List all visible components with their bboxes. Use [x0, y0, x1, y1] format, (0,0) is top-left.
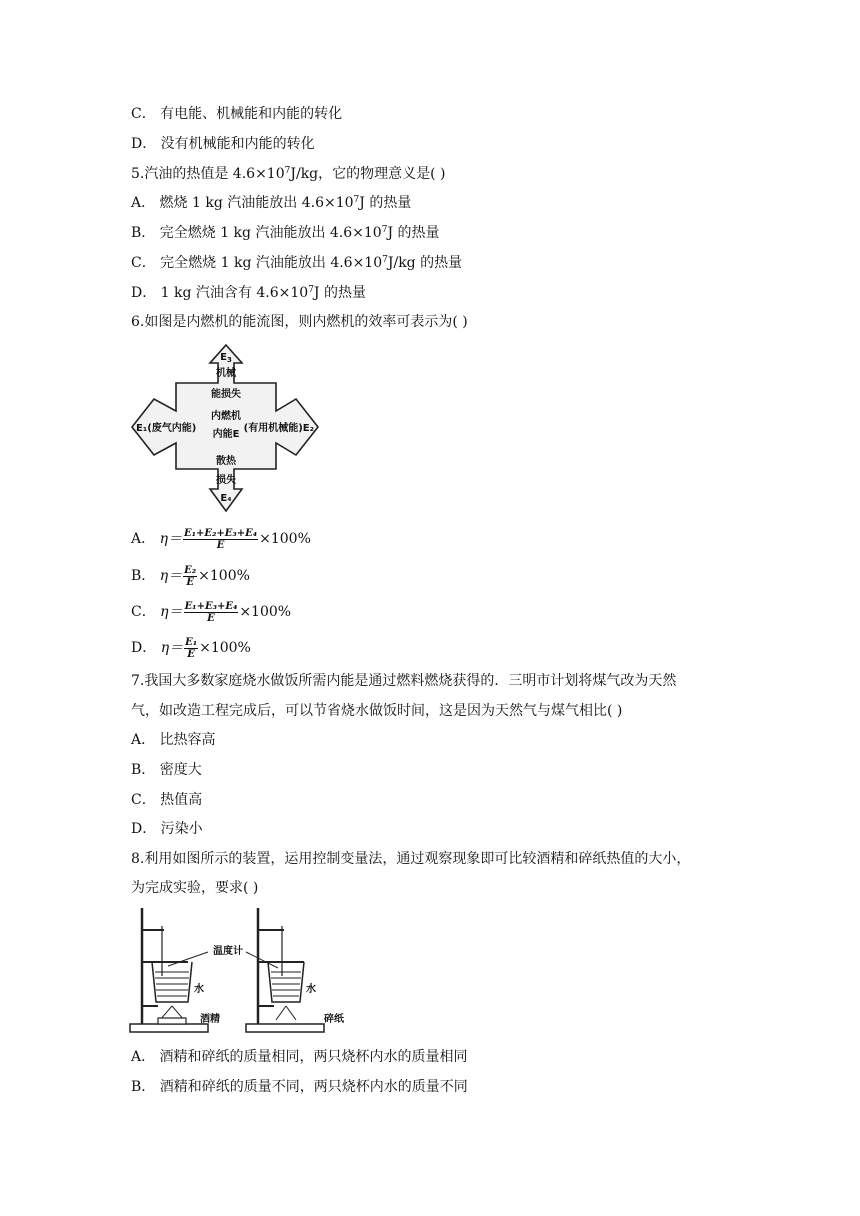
- q7-option-c: C． 热值高: [131, 792, 203, 808]
- q8-option-a: A． 酒精和碎纸的质量相同，两只烧杯内水的质量相同: [131, 1049, 468, 1065]
- q8-stem-line1: 8.利用如图所示的装置，运用控制变量法，通过观察现象即可比较酒精和碎纸热值的大小，: [131, 851, 691, 867]
- q4-option-c: C． 有电能、机械能和内能的转化: [131, 106, 343, 122]
- q6-option-d: D． η＝ $\frac{\text{E₁}}{E}$ ×100%: [131, 636, 251, 660]
- svg-text:E3: $E_3$: [220, 352, 232, 364]
- bottom-e: E₄: [220, 493, 232, 504]
- q8-stem-line2: 为完成实验，要求( ): [131, 880, 259, 896]
- q5-stem: 5.汽油的热值是 $4.6\times 10^7J/kg$，它的物理意义是( ): [131, 166, 446, 182]
- apparatus-diagram: [128, 906, 360, 1036]
- water-right-label: 水: [306, 984, 316, 995]
- bottom-loss-line2: 损失: [216, 475, 236, 486]
- center-line1: 内燃机: [211, 411, 241, 422]
- energy-flow-diagram: [130, 343, 320, 513]
- top-loss-line2: 能损失: [211, 389, 241, 400]
- q5-option-b: B． 完全燃烧 1 kg 汽油能放出 $4.6\times 10^7J$ 的热量: [131, 225, 440, 241]
- thermometer-label: 温度计: [213, 946, 243, 957]
- right-label: (有用机械能)E₂: [243, 423, 314, 434]
- q4-option-d: D． 没有机械能和内能的转化: [131, 136, 315, 152]
- fuel-left-label: 酒精: [200, 1014, 220, 1025]
- q8-option-b: B． 酒精和碎纸的质量不同，两只烧杯内水的质量不同: [131, 1079, 468, 1095]
- center-line2: 内能E: [212, 429, 240, 440]
- left-label: E₁(废气内能): [136, 423, 197, 434]
- q5-option-d: D． 1 kg 汽油含有 $4.6\times 10^7J$ 的热量: [131, 285, 366, 301]
- q6-option-b: B． η＝ $\frac{\text{E₂}}{E}$ ×100%: [131, 564, 250, 588]
- q7-option-b: B． 密度大: [131, 762, 202, 778]
- q5-option-a: A． 燃烧 1 kg 汽油能放出 $4.6\times 10^7J$ 的热量: [131, 195, 412, 211]
- q7-stem-line2: 气，如改造工程完成后，可以节省烧水做饭时间，这是因为天然气与煤气相比( ): [131, 703, 623, 719]
- water-left-label: 水: [194, 984, 204, 995]
- q7-option-a: A． 比热容高: [131, 732, 216, 748]
- bottom-loss-line1: 散热: [216, 456, 236, 467]
- top-loss-line1: 机械: [216, 368, 236, 379]
- q7-option-d: D． 污染小: [131, 821, 203, 837]
- q6-option-c: C． η＝ $\frac{\text{E₁+E₃+E₄}}{E}$ ×100%: [131, 600, 292, 624]
- fuel-right-label: 碎纸: [324, 1014, 344, 1025]
- q6-option-a: A． η＝ $\frac{\text{E₁+E₂+E₃+E₄}}{E}$ ×100%: [131, 527, 311, 551]
- q7-stem-line1: 7.我国大多数家庭烧水做饭所需内能是通过燃料燃烧获得的．三明市计划将煤气改为天然: [131, 673, 677, 689]
- q5-option-c: C． 完全燃烧 1 kg 汽油能放出 $4.6\times 10^7J/kg$ 的热量: [131, 255, 463, 271]
- q6-stem: 6.如图是内燃机的能流图，则内燃机的效率可表示为( ): [131, 314, 468, 330]
